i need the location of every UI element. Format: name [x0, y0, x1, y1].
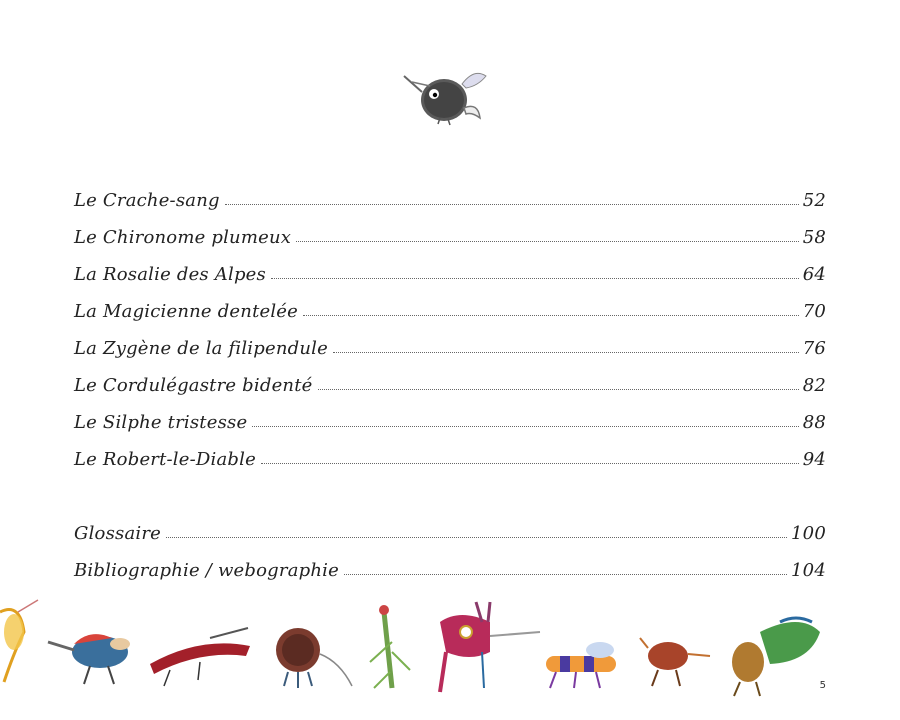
toc-entry-title: La Magicienne dentelée [74, 301, 299, 322]
toc-dot-leader [271, 277, 799, 279]
toc-dot-leader [225, 203, 799, 205]
toc-entry-page: 94 [802, 449, 826, 470]
toc-entry[interactable] [74, 248, 826, 285]
toc-entry[interactable] [74, 433, 826, 470]
striped-orange-insect-icon [546, 642, 616, 688]
toc-entry-page: 100 [791, 523, 826, 544]
toc-dot-leader [166, 536, 787, 538]
pink-masked-insect-icon [440, 602, 540, 692]
toc-entry-page: 52 [802, 190, 826, 211]
toc-entry[interactable] [74, 396, 826, 433]
toc-entry-page: 70 [802, 301, 826, 322]
toc-entry[interactable] [74, 285, 826, 322]
toc-entry-title: Le Robert-le-Diable [74, 449, 256, 470]
insect-parade-icon [0, 592, 900, 702]
toc-entry-title: Le Crache-sang [74, 190, 220, 211]
toc-dot-leader [303, 314, 799, 316]
toc-section-gap [74, 470, 826, 507]
toc-entry-page: 104 [791, 560, 826, 581]
toc-entry[interactable] [74, 174, 826, 211]
toc-entry[interactable] [74, 359, 826, 396]
toc-entry[interactable] [74, 211, 826, 248]
toc-entry-bibliography[interactable] [74, 544, 826, 581]
toc-appendix-list [74, 507, 826, 581]
toc-entry-page: 82 [802, 375, 826, 396]
fuzzy-insect-icon [400, 62, 500, 126]
toc-entry-title: La Zygène de la filipendule [74, 338, 328, 359]
toc-dot-leader [333, 351, 799, 353]
green-winged-insect-icon [732, 618, 820, 696]
toc-entry-title: Le Chironome plumeux [74, 227, 292, 248]
toc-entry-title: Bibliographie / webographie [74, 560, 339, 581]
blue-crested-insect-icon [48, 634, 130, 684]
red-longhorn-beetle-icon [150, 628, 250, 686]
toc-entry-title: Le Cordulégastre bidenté [74, 375, 313, 396]
page-number: 5 [819, 680, 826, 691]
toc-dot-leader [318, 388, 799, 390]
toc-dot-leader [344, 573, 787, 575]
toc-entry-page: 64 [802, 264, 826, 285]
toc-dot-leader [296, 240, 799, 242]
round-fuzzy-bug-icon [276, 628, 352, 688]
toc-entry[interactable] [74, 322, 826, 359]
toc-dot-leader [252, 425, 798, 427]
toc-entry-page: 88 [802, 412, 826, 433]
yellow-fly-icon [0, 600, 38, 682]
toc-main-list [74, 174, 826, 470]
toc-entry-page: 76 [802, 338, 826, 359]
top-insect-illustration [400, 62, 500, 126]
toc-entry-title: La Rosalie des Alpes [74, 264, 266, 285]
table-of-contents [74, 174, 826, 581]
brown-red-insect-icon [640, 638, 710, 686]
toc-dot-leader [261, 462, 799, 464]
toc-entry-page: 58 [802, 227, 826, 248]
green-stick-insect-icon [370, 605, 410, 688]
insect-illustration-strip [0, 592, 900, 702]
toc-entry-title: Le Silphe tristesse [74, 412, 248, 433]
toc-entry-glossary[interactable] [74, 507, 826, 544]
toc-entry-title: Glossaire [74, 523, 161, 544]
